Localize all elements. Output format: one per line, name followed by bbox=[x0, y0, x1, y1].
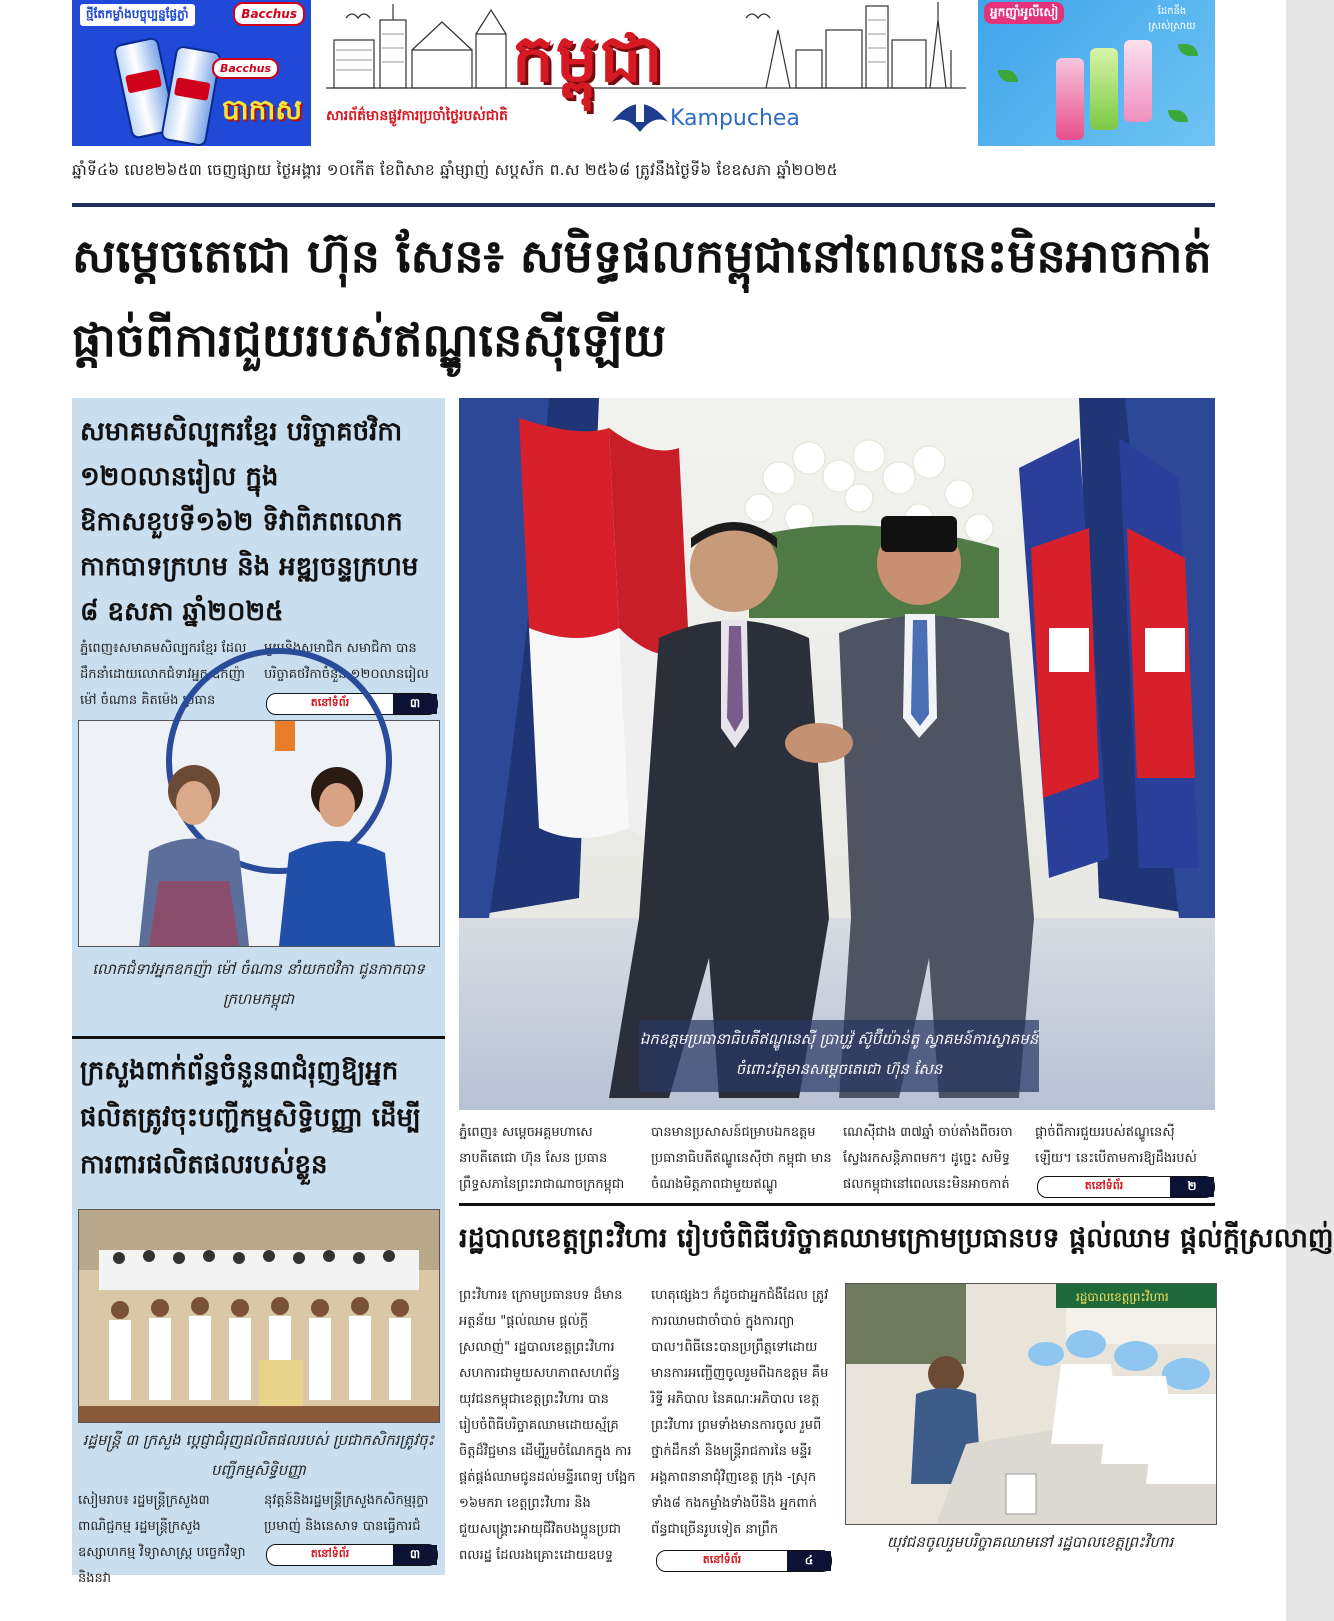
story2-column-2: នុវត្តន៍និងរដ្ឋមន្ត្រីក្រសួងកសិកម្មរុក្ខា ប្រមាញ់ និងនេសាទ បានធ្វើការជំ bbox=[264, 1493, 429, 1534]
main-story-continue-button[interactable] bbox=[1037, 1176, 1215, 1198]
story1-title[interactable]: សមាគមសិល្បករខ្មែរ បរិច្ចាគថវិកា ១២០លានរៀល ក្នុងឱកាសខួបទី១៦២ ទិវាពិភពលោកកាកបាទក្រហម និង អឌ្ឍចន្ទក្រហម ៨ ឧសភា ឆ្នាំ២០២៥ bbox=[80, 417, 419, 627]
photo-banner-text: រដ្ឋបាលខេត្តព្រះវិហារ bbox=[1076, 1290, 1169, 1304]
bottle-icon bbox=[1090, 48, 1118, 130]
story3-column-1: ព្រះវិហារ៖ ក្រោមប្រធានបទ ដ៏មានអត្ថន័យ "ផ្តល់ឈាម ផ្តល់ក្តី ស្រលាញ់" រដ្ឋបាលខេត្តព្រះវិហារ សហការជាមួយសហភាពសហព័ន្ធ យុវជនកម្ពុជាខេត្តព្រះវិហារ បាន រៀបចំពិធីបរិច្ចាគឈាមដោយស្ម័គ្រ ចិត្តដ៏វិជ្ជមាន ដើម្បីរួមចំណែកក្នុង ការផ្គត់ផ្គង់ឈាមជូនដល់មន្ទីរពេទ្យ បង្អែក ១៦មករា ខេត្តព្រះវិហារ និង ជួយសង្គ្រោះអាយុជីវិតបងប្អូនប្រជា ពលរដ្ឋ ដែលរងគ្រោះដោយឧបទ្ទ bbox=[459, 1288, 636, 1563]
story2-continue-button[interactable] bbox=[266, 1544, 438, 1566]
two-women-photo-icon bbox=[79, 721, 439, 946]
main-headline[interactable]: សម្តេចតេជោ ហ៊ុន សែន៖ សមិទ្ធផលកម្ពុជានៅពេលនេះមិនអាចកាត់ផ្តាច់ពីការជួយរបស់ឥណ្ឌូនេស៊ីឡើយ bbox=[72, 229, 1212, 367]
story2-title[interactable]: ក្រសួងពាក់ព័ន្ធចំនួន៣ជំរុញឱ្យអ្នកផលិតត្រូវចុះបញ្ជីកម្មសិទ្ធិបញ្ញា ដើម្បីការពារផលិតផលរបស់ខ្លួន bbox=[80, 1056, 421, 1180]
issue-info: ឆ្នាំទី៤៦ លេខ២៦៥៣ ចេញផ្សាយ ថ្ងៃអង្គារ ១០កើត ខែពិសាខ ឆ្នាំម្សាញ់ សប្តស័ក ព.ស ២៥៦៨ ត្រូវនឹងថ្ងៃទី៦ ខែឧសភា ឆ្នាំ២០២៥ bbox=[72, 161, 838, 179]
masthead-english-name: Kampuchea bbox=[670, 106, 800, 131]
story1-column-1: ភ្នំពេញ៖សមាគមសិល្បករខ្មែរ ដែលដឹកនាំដោយលោកជំទាវអ្នក ឧកញ៉ា ម៉ៅ ចំណាន គិតម៉េង ប្រធាន bbox=[80, 641, 247, 708]
continue-label: តនៅទំព័រ bbox=[310, 1547, 350, 1560]
main-story-photo[interactable] bbox=[459, 398, 1215, 1110]
story2-caption: រដ្ឋមន្ត្រី ៣ ក្រសួង ប្តេជ្ញាជំរុញផលិតផលរបស់ ប្រជាកសិករត្រូវចុះបញ្ជីកម្មសិទ្ធិបញ្ញា bbox=[82, 1431, 435, 1479]
ad-right-subtitle: ដែកនឹងស្រស់ស្រាយ bbox=[1148, 6, 1196, 32]
continue-page-number: ២ bbox=[1170, 1177, 1214, 1197]
masthead-tagline: សារព័ត៌មានផ្លូវការប្រចាំថ្ងៃរបស់ជាតិ bbox=[326, 108, 508, 124]
story3-column-2: ហេតុផ្សេងៗ ក៏ដូចជាអ្នកជំងឺដែល ត្រូវការឈាមជាចាំបាច់ ក្នុងការព្យា បាល។ពិធីនេះបានប្រព្រឹត្តទៅដោយ មានការអញ្ជើញចូលរួមពីឯកឧត្តម គឹម រិទ្ធី អភិបាល នៃគណៈអភិបាល ខេត្តព្រះវិហារ ព្រមទាំងមានការចូល រួមពីថ្នាក់ដឹកនាំ និងមន្ត្រីរាជការនៃ មន្ទីរ អង្គភាពនានាជុំវិញខេត្ត ក្រុង -ស្រុកទាំង៨ កងកម្លាំងទាំងបីនិង អ្នកពាក់ព័ន្ធជាច្រើនរូបទៀត នាព្រឹក bbox=[651, 1288, 829, 1537]
story2-column-1: សៀមរាប៖ រដ្ឋមន្ត្រីក្រសួង៣ ពាណិជ្ជកម្ម រដ្ឋមន្ត្រីក្រសួងឧស្សាហកម្ម វិទ្យាសាស្ត្រ បច្ចេកវិទ្យា និងនវា bbox=[78, 1493, 246, 1586]
ad-brand-badge: Bacchus bbox=[233, 2, 305, 26]
main-story-column-3: ណេស៊ីជាង ៣៧ឆ្នាំ ចាប់តាំងពីចរចា ស្វែងរកសន្តិភាពមក។ ដូច្នេះ សមិទ្ធ ផលកម្ពុជានៅពេលនេះមិនអាចកាត់ bbox=[843, 1125, 1013, 1192]
story1-caption: លោកជំទាវអ្នកឧកញ៉ា ម៉ៅ ចំណាន នាំយកថវិកា ជូនកាកបាទក្រហមកម្ពុជា bbox=[92, 960, 425, 1008]
story3-photo bbox=[845, 1283, 1217, 1525]
ad-brand-badge-2: Bacchus bbox=[212, 58, 279, 79]
continue-label: តនៅទំព័រ bbox=[310, 696, 350, 709]
leaf-icon bbox=[1178, 44, 1198, 56]
continue-label: តនៅទំព័រ bbox=[702, 1553, 742, 1566]
story1-photo bbox=[78, 720, 440, 947]
bottle-icon bbox=[1124, 40, 1152, 122]
blood-donation-photo-icon bbox=[846, 1284, 1216, 1524]
handshake-photo-icon bbox=[459, 398, 1215, 1110]
leaf-icon bbox=[998, 70, 1018, 82]
group-event-photo-icon bbox=[79, 1210, 439, 1422]
main-story-column-2: បានមានប្រសាសន៍ជម្រាបឯកឧត្តម ប្រធានាធិបតីឥណ្ឌូនេស៊ីថា កម្ពុជា មានចំណងមិត្តភាពជាមួយឥណ្ឌូ bbox=[651, 1125, 832, 1192]
continue-page-number: ៤ bbox=[787, 1551, 831, 1571]
bottle-icon bbox=[1056, 58, 1084, 140]
leaf-icon bbox=[1168, 110, 1188, 122]
story1-continue-button[interactable] bbox=[266, 693, 438, 715]
story3-caption: យុវជនចូលរួមបរិច្ចាគឈាមនៅ រដ្ឋបាលខេត្តព្រះវិហារ bbox=[886, 1533, 1174, 1551]
section-divider bbox=[72, 1036, 445, 1039]
masthead-divider bbox=[72, 203, 1215, 207]
left-advertisement[interactable] bbox=[72, 0, 311, 146]
continue-page-number: ៣ bbox=[393, 1545, 437, 1565]
story1-column-2: មួយនិងសមាជិក សមាជិកា បាន បរិច្ចាគថវិកាចំនួន ១២០លានរៀល bbox=[264, 641, 429, 682]
ad-right-title: អ្នកញ៉ាំអូលីសៀ bbox=[984, 2, 1064, 24]
main-story-column-4: ផ្តាច់ពីការជួយរបស់ឥណ្ឌូនេស៊ី ឡើយ។ នេះបើតាមការឱ្យដឹងរបស់ bbox=[1035, 1125, 1197, 1166]
continue-label: តនៅទំព័រ bbox=[1084, 1179, 1124, 1192]
right-advertisement[interactable] bbox=[978, 0, 1215, 146]
story3-divider bbox=[459, 1203, 1215, 1206]
continue-page-number: ៣ bbox=[393, 694, 437, 714]
left-sidebar bbox=[72, 398, 445, 1586]
story3-title[interactable]: រដ្ឋបាលខេត្តព្រះវិហារ រៀបចំពិធីបរិច្ចាគឈាមក្រោមប្រធានបទ ផ្តល់ឈាម ផ្តល់ក្តីស្រលាញ់ bbox=[459, 1223, 1334, 1254]
newspaper-logo-text: កម្ពុជា bbox=[512, 19, 665, 97]
masthead-logo[interactable] bbox=[326, 0, 966, 146]
story2-photo bbox=[78, 1209, 440, 1423]
main-story-column-1: ភ្នំពេញ៖ សម្តេចអគ្គមហាសេ នាបតីតេជោ ហ៊ុន សែន ប្រធាន ព្រឹទ្ធសភានៃព្រះរាជាណាចក្រកម្ពុជា bbox=[459, 1125, 625, 1192]
angkor-emblem-icon bbox=[610, 92, 670, 134]
story3-continue-button[interactable] bbox=[656, 1550, 832, 1572]
drink-can-icon bbox=[160, 45, 222, 148]
ad-product-name: បាកាស bbox=[222, 93, 302, 126]
ad-tagline: ថ្មីតែកម្លាំងបច្ចុប្បន្នផ្លែភ្លាំ bbox=[80, 4, 195, 26]
main-photo-caption: ឯកឧត្តមប្រធានាធិបតីឥណ្ឌូនេស៊ី ប្រាបូវ៉ូ ស៊ូប៊ីយ៉ាន់តូ ស្វាគមន៍ការស្វាគមន៍ចំពោះវត្តមានសម្តេចតេជោ ហ៊ុន សែន bbox=[639, 1020, 1039, 1092]
